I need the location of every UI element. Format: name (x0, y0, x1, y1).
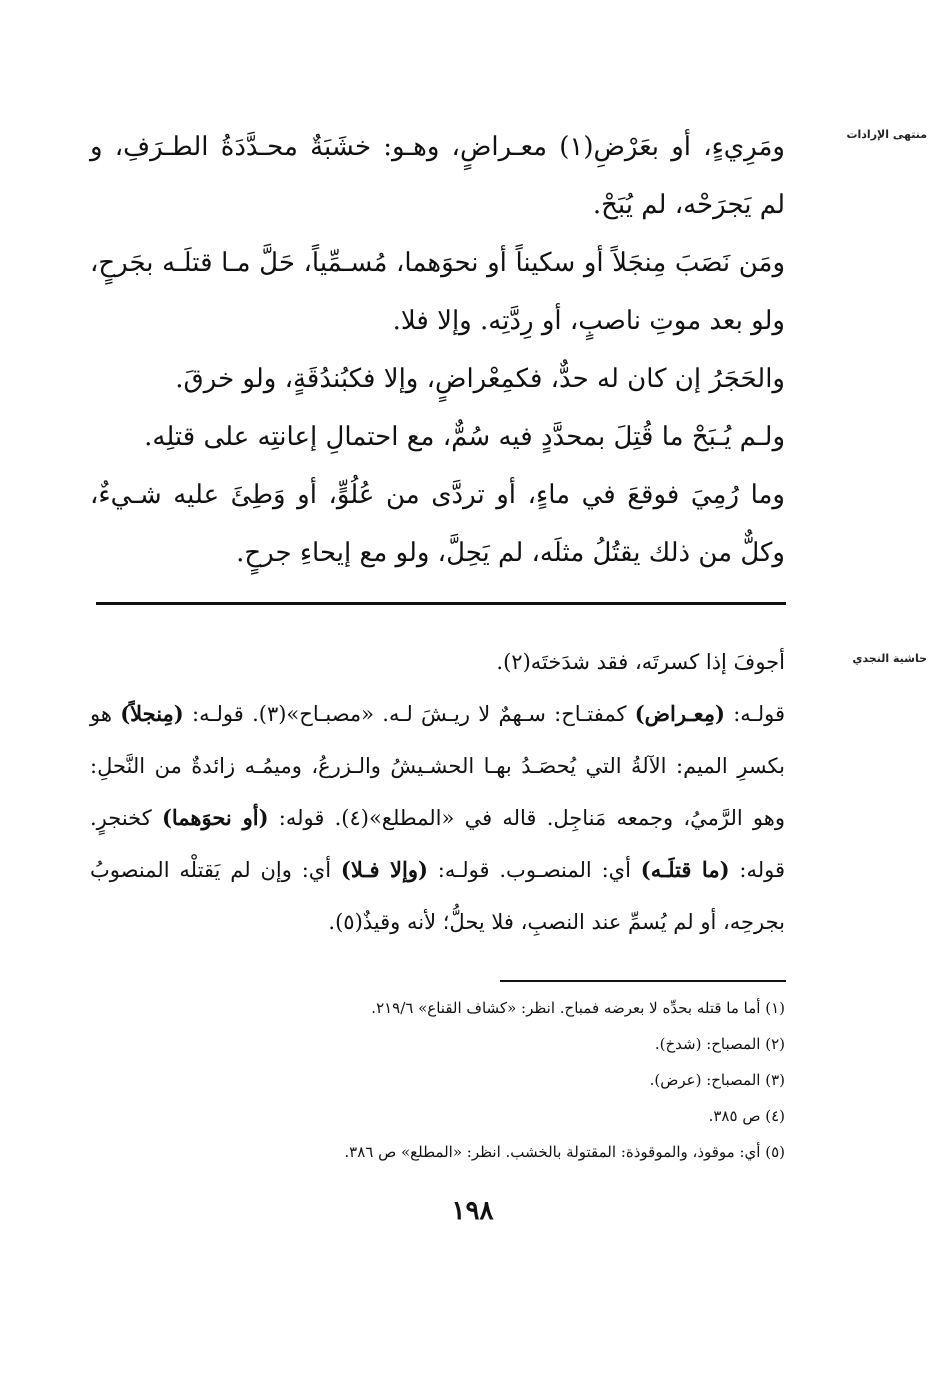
side-label-muntaha: منتهى الإرادات (846, 128, 927, 141)
hashiya-lemma-ma-qatalahu: (ما قتلَـه) (640, 857, 730, 882)
main-paragraph-4: ولـم يُـبَحْ ما قُتِلَ بمحدَّدٍ فيه سُمٌّ، مع احتمالِ إعانتِه على قتلِه. (144, 422, 785, 452)
footnotes (90, 990, 785, 1170)
hashiya-lemma-miraad: (مِعـراض) (634, 701, 725, 726)
footnote-3: (٣) المصباح: (عرض). (649, 1071, 785, 1089)
footnote-5: (٥) أي: موقوذ، والموقوذة: المقتولة بالخشب. انظر: «المطلع» ص ٣٨٦. (344, 1143, 785, 1161)
main-paragraph-2: ومَن نَصَبَ مِنجَلاً أو سكيناً أو نحوَهما، مُسـمِّياً، حَلَّ مـا قتلَـه بجَرحٍ، ولو بعد موتِ ناصبٍ، أو رِدَّتِه. وإلا فلا. (90, 248, 785, 336)
main-paragraph-5: وما رُمِيَ فوقعَ في ماءٍ، أو تردَّى من عُلُوٍّ، أو وَطِئَ عليه شـيءٌ، وكلٌّ من ذلك يقتُلُ مثلَه، لم يَحِلَّ، ولو مع إيحاءِ جرحٍ. (90, 480, 785, 568)
hashiya-text (90, 636, 785, 948)
hashiya-line-1: أجوفَ إذا كسرتَه، فقد شدَختَه(٢). (496, 650, 785, 674)
hashiya-lemma-nahwahuma: (أو نحوَهما) (161, 805, 269, 830)
hashiya-segment: كمفتـاح: سـهمٌ لا ريـشَ لـه. «مصبـاح»(٣). قولـه: (183, 702, 635, 726)
hashiya-segment: كخنجرٍ. قوله: (90, 806, 785, 882)
page-number: ١٩٨ (451, 1196, 494, 1226)
side-label-hashiya: حاشية النجدي (852, 652, 927, 665)
footnote-2: (٢) المصباح: (شدخ). (654, 1035, 785, 1053)
main-text (90, 118, 785, 582)
hashiya-segment: قولـه: (724, 702, 785, 726)
hashiya-segment: أي: المنصـوب. قولـه: (427, 858, 641, 882)
hashiya-segment: هو بكسرِ الميم: الآلةُ التي يُحصَـدُ بهـا الحشـيشُ والـزرعُ، وميمُـه زائدةٌ من النَّحلِ: وهو الرَّميُ، وجمعه مَناجِل. قاله في «المطلع»(٤). قوله: (90, 702, 785, 830)
section-divider (96, 602, 786, 605)
main-paragraph-3: والحَجَرُ إن كان له حدٌّ، فكمِعْراضٍ، وإلا فكبُندُقَةٍ، ولو خرقَ. (175, 364, 785, 394)
main-paragraph-1: ومَرِيءٍ، أو بعَرْضِ(١) معـراضٍ، وهـو: خشَبَةٌ محـدَّدَةُ الطـرَفِ، و لم يَجرَحْه، لم يُبَحْ. (90, 132, 785, 220)
footnote-divider (500, 980, 786, 982)
hashiya-paragraph (90, 688, 785, 948)
footnote-1: (١) أما ما قتله بحدِّه لا بعرضه فمباح. انظر: «كشاف القناع» ٢١٩/٦. (371, 999, 785, 1017)
hashiya-segment: أي: وإن لم يَقتلْه المنصوبُ بجرحِه، أو لم يُسمِّ عند النصبِ، فلا يحلُّ؛ لأنه وقيذٌ(٥). (90, 858, 785, 934)
hashiya-lemma-minjal: (مِنجلاً) (120, 701, 184, 726)
hashiya-lemma-wa-illa: (وإلا فـلا) (340, 857, 428, 882)
footnote-4: (٤) ص ٣٨٥. (708, 1107, 785, 1125)
